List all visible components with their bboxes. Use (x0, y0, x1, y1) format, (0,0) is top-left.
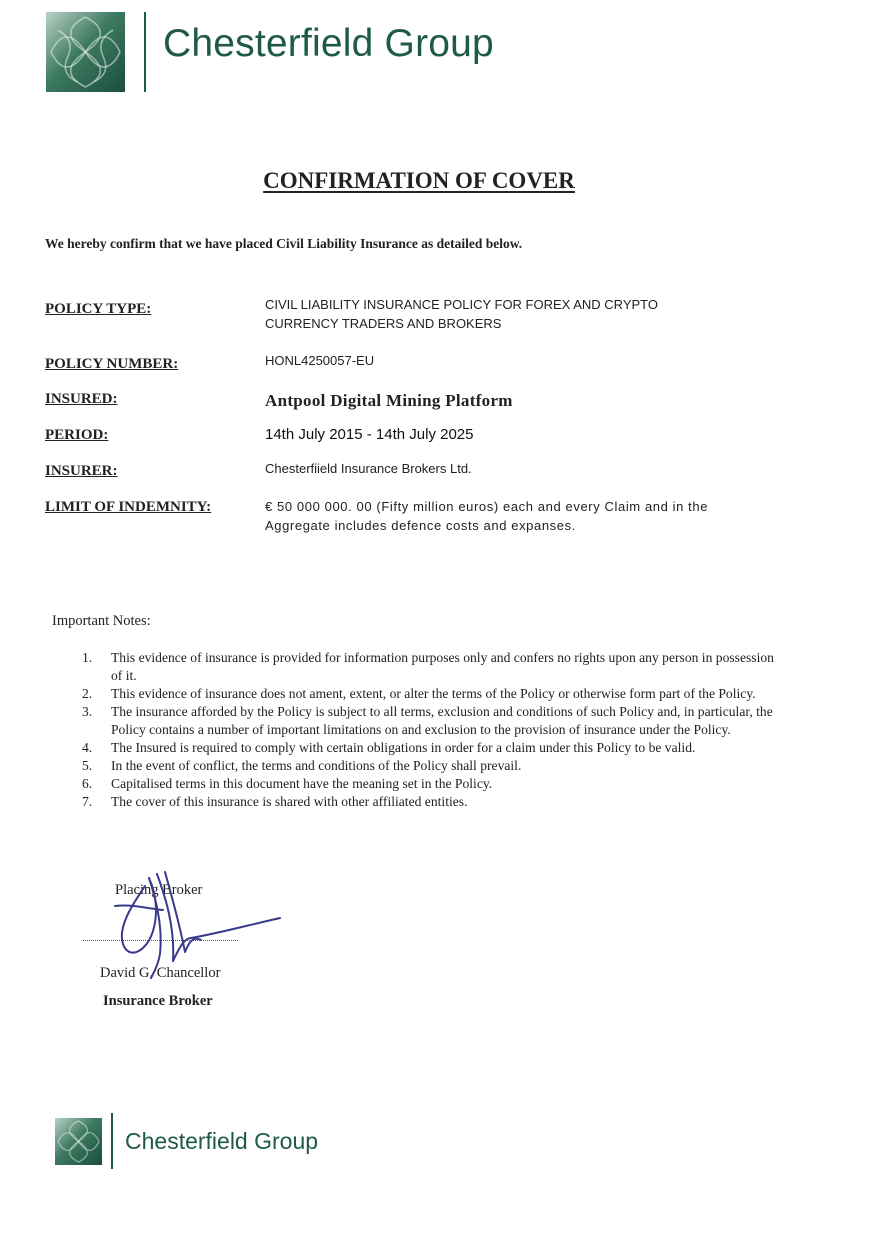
policy-number-label: POLICY NUMBER: (45, 356, 179, 372)
note-item (82, 757, 782, 775)
note-text: This evidence of insurance does not ament, extent, or alter the terms of the Policy or otherwise form part of the Policy. (111, 686, 756, 701)
note-number: 1. (82, 650, 93, 665)
insurer-label: INSURER: (45, 463, 118, 479)
note-number: 5. (82, 758, 93, 773)
signatory-role: Placing Broker (115, 882, 203, 898)
note-text: Capitalised terms in this document have the meaning set in the Policy. (111, 776, 493, 791)
note-number: 3. (82, 704, 93, 719)
footer-company-name: Chesterfield Group (125, 1128, 319, 1154)
footer-logo-icon (55, 1118, 102, 1165)
note-text: This evidence of insurance is provided for information purposes only and confers no rights upon any person in possession of it. (111, 650, 774, 683)
note-text: The insurance afforded by the Policy is subject to all terms, exclusion and conditions of such Policy and, in particular, the Policy contains a number of important limitations on and exclusion to the provision of insurance under the Policy. (111, 704, 773, 737)
insured-value: Antpool Digital Mining Platform (265, 391, 513, 410)
note-item (82, 739, 782, 757)
note-item (82, 649, 782, 685)
policy-type-line-2: CURRENCY TRADERS AND BROKERS (265, 316, 502, 331)
note-item (82, 793, 782, 811)
note-item (82, 685, 782, 703)
company-logo-icon (46, 12, 125, 92)
period-label: PERIOD: (45, 427, 109, 443)
company-name: Chesterfield Group (163, 22, 494, 65)
note-item (82, 703, 782, 739)
policy-type-value (265, 295, 685, 333)
note-text: The Insured is required to comply with certain obligations in order for a claim under this Policy to be valid. (111, 740, 696, 755)
note-number: 2. (82, 686, 93, 701)
intro-statement: We hereby confirm that we have placed Civil Liability Insurance as detailed below. (45, 236, 523, 251)
period-value: 14th July 2015 - 14th July 2025 (265, 426, 474, 443)
insurer-value: Chesterfiield Insurance Brokers Ltd. (265, 461, 472, 476)
important-notes-list (82, 649, 782, 811)
signatory-name: David G. Chancellor (100, 965, 221, 981)
important-notes-heading: Important Notes: (52, 613, 151, 629)
note-text: The cover of this insurance is shared with other affiliated entities. (111, 794, 468, 809)
policy-number-value: HONL4250057-EU (265, 353, 375, 368)
logo-divider (144, 12, 146, 92)
footer-logo-divider (111, 1113, 113, 1169)
document-title: CONFIRMATION OF COVER (263, 168, 575, 193)
signatory-title: Insurance Broker (103, 993, 213, 1009)
limit-of-indemnity-label: LIMIT OF INDEMNITY: (45, 499, 212, 515)
insured-label: INSURED: (45, 391, 118, 407)
note-item (82, 775, 782, 793)
note-number: 6. (82, 776, 93, 791)
policy-type-label: POLICY TYPE: (45, 301, 152, 317)
limit-of-indemnity-value: € 50 000 000. 00 (Fifty million euros) each and every Claim and in the Aggregate includes defence costs and expanses. (265, 499, 709, 533)
note-text: In the event of conflict, the terms and conditions of the Policy shall prevail. (111, 758, 522, 773)
note-number: 7. (82, 794, 93, 809)
note-number: 4. (82, 740, 93, 755)
policy-type-line-1: CIVIL LIABILITY INSURANCE POLICY FOR FOREX AND CRYPTO (265, 297, 658, 312)
handwritten-signature-icon (105, 866, 290, 986)
